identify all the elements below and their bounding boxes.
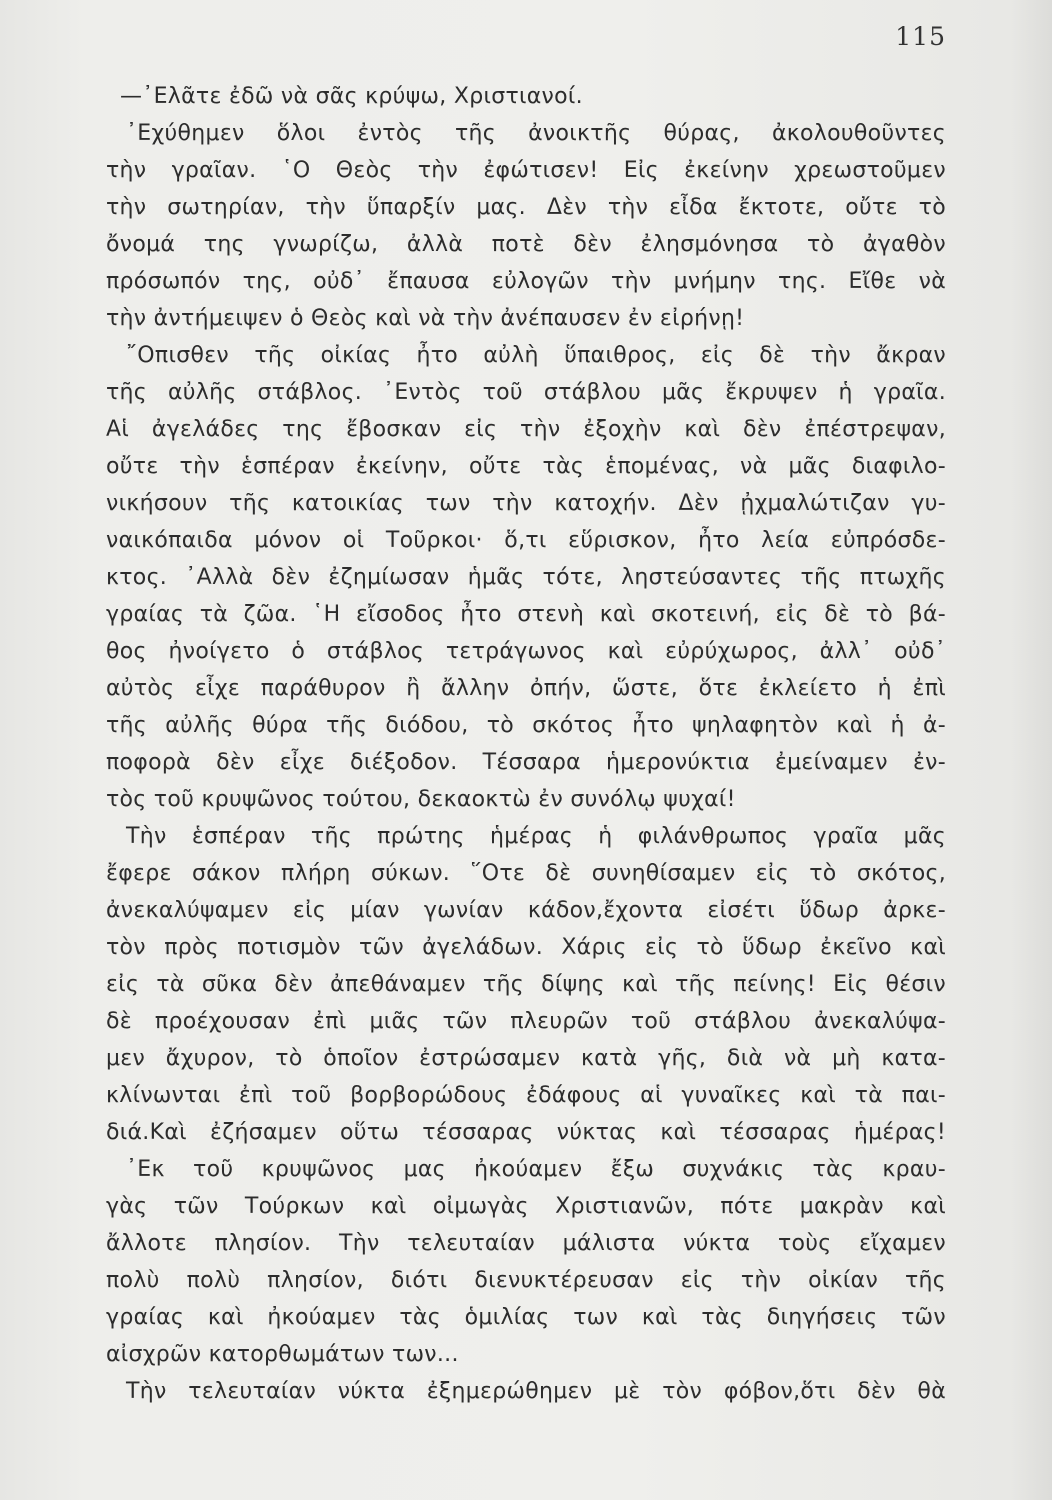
- text-line: γραίας τὰ ζῶα. ῾Η εἴσοδος ἦτο στενὴ καὶ σκοτεινή, εἰς δὲ τὸ βά-: [106, 602, 946, 627]
- page-number: 115: [895, 22, 946, 51]
- text-line: τῆς αὐλῆς στάβλος. ᾽Εντὸς τοῦ στάβλου μᾶς ἔκρυψεν ἡ γραῖα.: [106, 380, 946, 405]
- text-line: γραίας καὶ ἠκούαμεν τὰς ὁμιλίας των καὶ τὰς διηγήσεις τῶν: [106, 1305, 946, 1330]
- text-line: τὸν πρὸς ποτισμὸν τῶν ἀγελάδων. Χάρις εἰς τὸ ὕδωρ ἐκεῖνο καὶ: [106, 935, 946, 960]
- text-line: τὴν ἀντήμειψεν ὁ Θεὸς καὶ νὰ τὴν ἀνέπαυσεν ἐν εἰρήνῃ!: [106, 306, 745, 331]
- text-line: ᾽Εκ τοῦ κρυψῶνος μας ἠκούαμεν ἔξω συχνάκις τὰς κραυ-: [126, 1157, 946, 1182]
- text-line: πρόσωπόν της, οὐδ᾽ ἔπαυσα εὐλογῶν τὴν μνήμην της. Εἴθε νὰ: [106, 269, 946, 294]
- text-line: αὐτὸς εἶχε παράθυρον ἢ ἄλλην ὀπήν, ὥστε, ὅτε ἐκλείετο ἡ ἐπὶ: [106, 676, 946, 701]
- text-line: πολὺ πολὺ πλησίον, διότι διενυκτέρευσαν εἰς τὴν οἰκίαν τῆς: [106, 1268, 946, 1293]
- text-line: ἄλλοτε πλησίον. Τὴν τελευταίαν μάλιστα νύκτα τοὺς εἴχαμεν: [106, 1231, 946, 1256]
- text-line: θος ἠνοίγετο ὁ στάβλος τετράγωνος καὶ εὐρύχωρος, ἀλλ᾽ οὐδ᾽: [106, 639, 946, 664]
- text-line: —᾽Ελᾶτε ἐδῶ νὰ σᾶς κρύψω, Χριστιανοί.: [120, 84, 583, 109]
- text-line: ποφορὰ δὲν εἶχε διέξοδον. Τέσσαρα ἡμερονύκτια ἐμείναμεν ἐν-: [106, 750, 946, 775]
- text-line: Τὴν τελευταίαν νύκτα ἐξημερώθημεν μὲ τὸν φόβον,ὅτι δὲν θὰ: [126, 1379, 946, 1404]
- text-line: τῆς αὐλῆς θύρα τῆς διόδου, τὸ σκότος ἦτο ψηλαφητὸν καὶ ἡ ἀ-: [106, 713, 946, 738]
- text-line: ναικόπαιδα μόνον οἱ Τοῦρκοι· ὅ,τι εὕρισκον, ἦτο λεία εὐπρόσδε-: [106, 528, 946, 553]
- text-line: γὰς τῶν Τούρκων καὶ οἰμωγὰς Χριστιανῶν, πότε μακρὰν καὶ: [106, 1194, 946, 1219]
- text-line: κλίνωνται ἐπὶ τοῦ βορβορώδους ἐδάφους αἱ γυναῖκες καὶ τὰ παι-: [106, 1083, 946, 1108]
- text-line: κτος. ᾽Αλλὰ δὲν ἐζημίωσαν ἡμᾶς τότε, ληστεύσαντες τῆς πτωχῆς: [106, 565, 946, 590]
- text-line: οὔτε τὴν ἑσπέραν ἐκείνην, οὔτε τὰς ἑπομένας, νὰ μᾶς διαφιλο-: [106, 454, 946, 479]
- text-line: ὄνομά της γνωρίζω, ἀλλὰ ποτὲ δὲν ἐλησμόνησα τὸ ἀγαθὸν: [106, 232, 946, 257]
- text-line: αἰσχρῶν κατορθωμάτων των...: [106, 1342, 459, 1367]
- text-line: Αἱ ἀγελάδες της ἔβοσκαν εἰς τὴν ἐξοχὴν καὶ δὲν ἐπέστρεψαν,: [106, 417, 946, 442]
- text-line: ῎Οπισθεν τῆς οἰκίας ἦτο αὐλὴ ὕπαιθρος, εἰς δὲ τὴν ἄκραν: [126, 343, 946, 368]
- text-line: εἰς τὰ σῦκα δὲν ἀπεθάναμεν τῆς δίψης καὶ τῆς πείνης! Εἰς θέσιν: [106, 972, 946, 997]
- text-line: δὲ προέχουσαν ἐπὶ μιᾶς τῶν πλευρῶν τοῦ στάβλου ἀνεκαλύψα-: [106, 1009, 946, 1034]
- text-line: τὸς τοῦ κρυψῶνος τούτου, δεκαοκτὼ ἐν συνόλῳ ψυχαί!: [106, 787, 736, 812]
- text-line: τὴν γραῖαν. ῾Ο Θεὸς τὴν ἐφώτισεν! Εἰς ἐκείνην χρεωστοῦμεν: [106, 158, 946, 183]
- text-line: νικήσουν τῆς κατοικίας των τὴν κατοχήν. Δὲν ᾐχμαλώτιζαν γυ-: [106, 491, 946, 516]
- body-text: [106, 78, 946, 1410]
- text-line: ἀνεκαλύψαμεν εἰς μίαν γωνίαν κάδον,ἔχοντα εἰσέτι ὕδωρ ἀρκε-: [106, 898, 946, 923]
- text-line: τὴν σωτηρίαν, τὴν ὕπαρξίν μας. Δὲν τὴν εἶδα ἔκτοτε, οὔτε τὸ: [106, 195, 946, 220]
- text-line: διά.Καὶ ἐζήσαμεν οὕτω τέσσαρας νύκτας καὶ τέσσαρας ἡμέρας!: [106, 1120, 946, 1145]
- text-line: ᾽Εχύθημεν ὅλοι ἐντὸς τῆς ἀνοικτῆς θύρας, ἀκολουθοῦντες: [126, 121, 946, 146]
- text-line: Τὴν ἑσπέραν τῆς πρώτης ἡμέρας ἡ φιλάνθρωπος γραῖα μᾶς: [126, 824, 946, 849]
- text-line: ἔφερε σάκον πλήρη σύκων. ῞Οτε δὲ συνηθίσαμεν εἰς τὸ σκότος,: [106, 861, 946, 886]
- text-line: μεν ἄχυρον, τὸ ὁποῖον ἐστρώσαμεν κατὰ γῆς, διὰ νὰ μὴ κατα-: [106, 1046, 946, 1071]
